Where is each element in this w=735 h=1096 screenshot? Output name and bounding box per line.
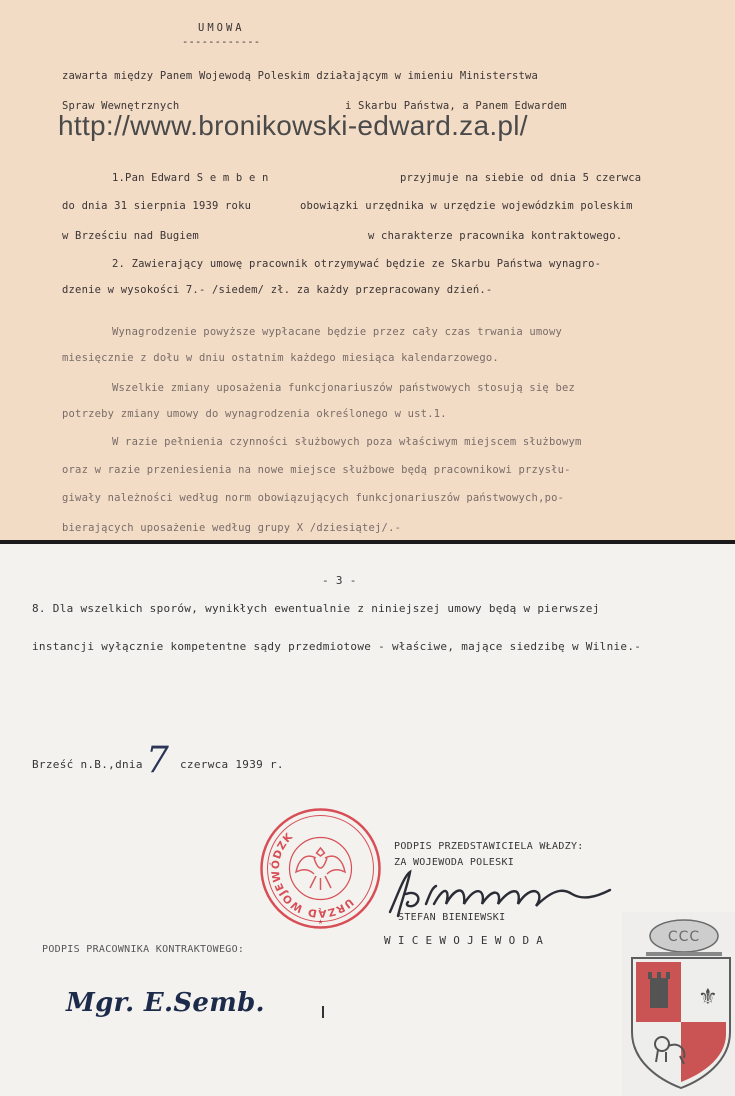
text-line: W razie pełnienia czynności służbowych poza właściwym miejscem służbowym: [112, 436, 582, 448]
eagle-icon: [296, 848, 345, 890]
text-line: przyjmuje na siebie od dnia 5 czerwca: [400, 172, 642, 184]
place-date-suffix: czerwca 1939 r.: [180, 758, 284, 771]
contract-page-1: [0, 0, 735, 540]
text-line: oraz w razie przeniesienia na nowe miejsce służbowe będą pracownikowi przysłu-: [62, 464, 571, 476]
signatory-name: STEFAN BIENIEWSKI: [398, 912, 506, 923]
coat-of-arms-logo: [622, 912, 735, 1096]
contract-page-3: [0, 544, 735, 1096]
text-line: 1.Pan Edward S e m b e n: [112, 172, 269, 184]
text-line: obowiązki urzędnika w urzędzie wojewódzkim poleskim: [300, 200, 633, 212]
text-line: i Skarbu Państwa, a Panem Edwardem: [345, 100, 567, 112]
text-line: 2. Zawierający umowę pracownik otrzymywać będzie ze Skarbu Państwa wynagro-: [112, 258, 602, 270]
signatory-heading: PODPIS PRZEDSTAWICIELA WŁADZY:: [394, 841, 584, 852]
place-date-prefix: Brześć n.B.,dnia: [32, 758, 143, 771]
title-underline: ------------: [182, 36, 261, 48]
text-line: Wynagrodzenie powyższe wypłacane będzie przez cały czas trwania umowy: [112, 326, 562, 338]
text-line: bierających uposażenie według grupy X /dziesiątej/.-: [62, 522, 402, 534]
text-line: dzenie w wysokości 7.- /siedem/ zł. za każdy przepracowany dzień.-: [62, 284, 493, 296]
text-line: giwały należności według norm obowiązujących funkcjonariuszów państwowych,po-: [62, 492, 565, 504]
employee-heading: PODPIS PRACOWNIKA KONTRAKTOWEGO:: [42, 944, 245, 955]
ink-mark: [322, 1006, 324, 1018]
crest-letters: CCC: [667, 929, 701, 945]
tower-icon: [648, 972, 670, 1008]
text-line: Spraw Wewnętrznych: [62, 100, 180, 112]
watermark-url: http://www.bronikowski-edward.za.pl/: [58, 110, 528, 141]
text-line: w charakterze pracownika kontraktowego.: [368, 230, 623, 242]
text-line: Wszelkie zmiany uposażenia funkcjonariuszów państwowych stosują się bez: [112, 382, 576, 394]
svg-text:★: ★: [317, 917, 324, 927]
contract-title: UMOWA: [198, 22, 245, 34]
stamp-text: URZĄD WOJEWÓDZKI: [269, 830, 356, 920]
handwritten-day: 7: [146, 740, 170, 781]
signatory-title: W I C E W O J E W O D A: [384, 934, 544, 947]
page-number: - 3 -: [322, 574, 357, 587]
text-line: miesięcznie z dołu w dniu ostatnim każdego miesiąca kalendarzowego.: [62, 352, 499, 364]
official-stamp: [258, 806, 383, 931]
clause-8-line: instancji wyłącznie kompetentne sądy przedmiotowe - właściwe, mające siedzibę w Wilnie.-: [32, 640, 642, 653]
clause-8-line: 8. Dla wszelkich sporów, wynikłych ewentualnie z niniejszej umowy będą w pierwszej: [32, 602, 600, 615]
employee-signature: Mgr. E.Semb.: [66, 988, 265, 1018]
text-line: do dnia 31 sierpnia 1939 roku: [62, 200, 252, 212]
text-line: zawarta między Panem Wojewodą Poleskim działającym w imieniu Ministerstwa: [62, 70, 539, 82]
svg-text:⚜: ⚜: [698, 985, 718, 1010]
text-line: potrzeby zmiany umowy do wynagrodzenia określonego w ust.1.: [62, 408, 447, 420]
signatory-office: ZA WOJEWODA POLESKI: [394, 857, 515, 868]
text-line: w Brześciu nad Bugiem: [62, 230, 199, 242]
